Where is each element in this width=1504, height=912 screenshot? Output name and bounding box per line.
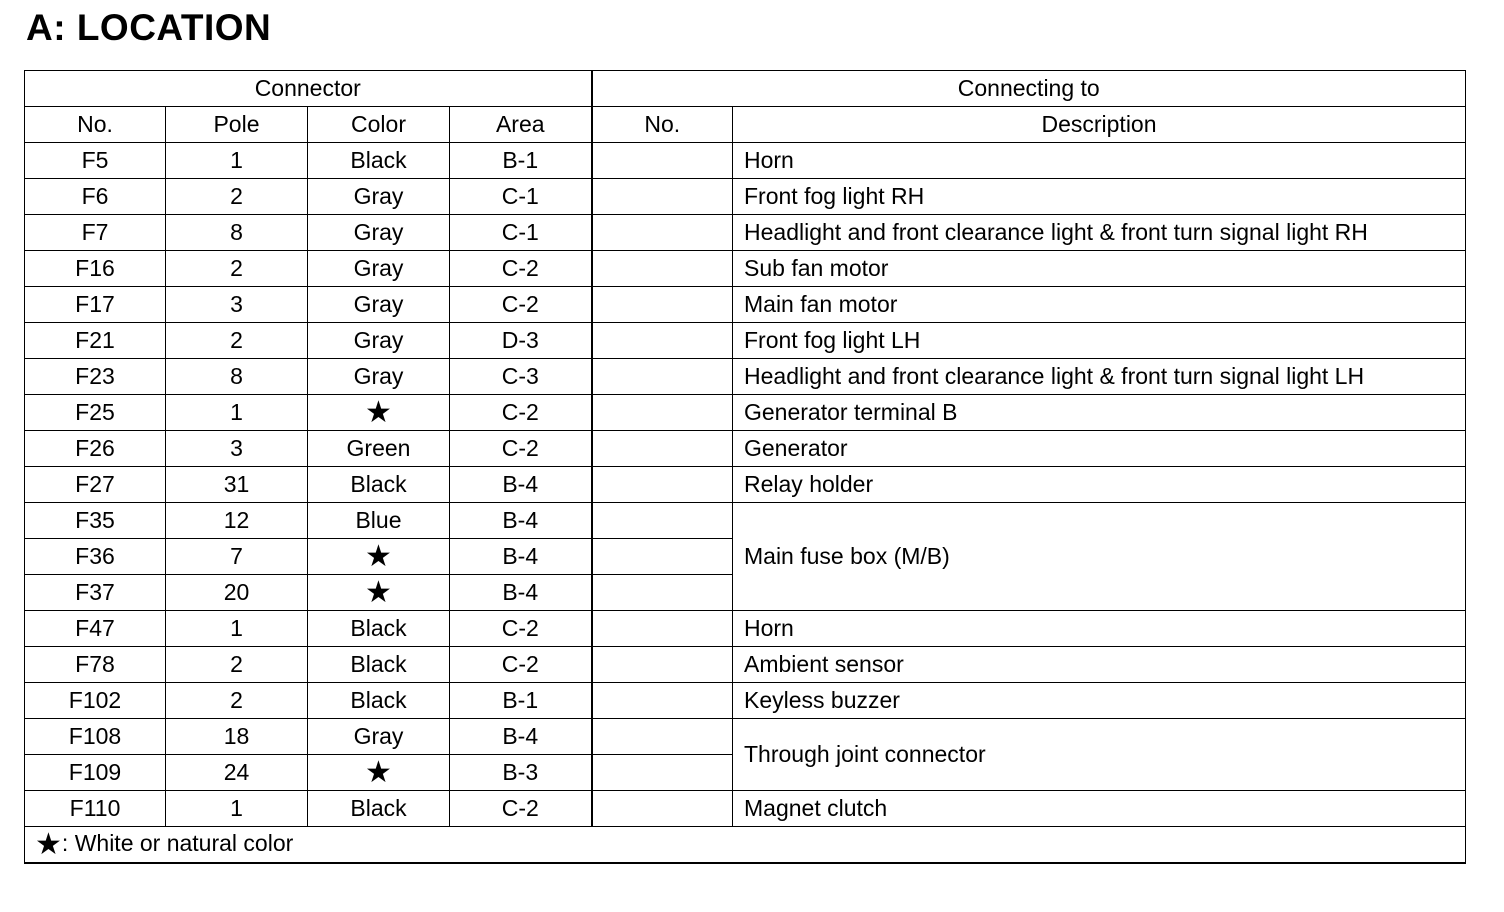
cell-pole: 31 (166, 467, 308, 503)
cell-color: Gray (308, 359, 450, 395)
cell-no: F37 (25, 575, 166, 611)
cell-conn-no (592, 143, 733, 179)
cell-description: Main fan motor (733, 287, 1466, 323)
column-header-row (25, 107, 1466, 143)
cell-color: Gray (308, 215, 450, 251)
star-icon: ★ (365, 395, 392, 429)
group-header-row (25, 71, 1466, 107)
cell-pole: 1 (166, 395, 308, 431)
cell-conn-no (592, 755, 733, 791)
cell-color: Gray (308, 323, 450, 359)
cell-pole: 8 (166, 215, 308, 251)
cell-pole: 2 (166, 251, 308, 287)
cell-conn-no (592, 323, 733, 359)
cell-no: F102 (25, 683, 166, 719)
cell-description: Sub fan motor (733, 251, 1466, 287)
cell-no: F26 (25, 431, 166, 467)
cell-conn-no (592, 215, 733, 251)
cell-no: F7 (25, 215, 166, 251)
star-icon: ★ (365, 575, 392, 609)
cell-color: Black (308, 683, 450, 719)
cell-area: C-1 (450, 215, 592, 251)
cell-description: Generator terminal B (733, 395, 1466, 431)
cell-area: C-2 (450, 791, 592, 827)
cell-no: F35 (25, 503, 166, 539)
cell-no: F109 (25, 755, 166, 791)
cell-color: Gray (308, 179, 450, 215)
footnote-row (25, 827, 1466, 864)
cell-color: Black (308, 143, 450, 179)
table-row (25, 467, 1466, 503)
cell-area: C-2 (450, 647, 592, 683)
cell-pole: 12 (166, 503, 308, 539)
cell-pole: 1 (166, 791, 308, 827)
cell-no: F17 (25, 287, 166, 323)
cell-conn-no (592, 431, 733, 467)
cell-no: F25 (25, 395, 166, 431)
cell-description: Horn (733, 143, 1466, 179)
table-row (25, 647, 1466, 683)
cell-no: F110 (25, 791, 166, 827)
table-row (25, 431, 1466, 467)
cell-description: Through joint connector (733, 719, 1466, 791)
cell-conn-no (592, 251, 733, 287)
cell-area: B-4 (450, 539, 592, 575)
cell-description: Front fog light RH (733, 179, 1466, 215)
cell-pole: 3 (166, 431, 308, 467)
cell-color (308, 755, 450, 791)
cell-conn-no (592, 575, 733, 611)
cell-pole: 1 (166, 611, 308, 647)
cell-color (308, 395, 450, 431)
cell-description: Keyless buzzer (733, 683, 1466, 719)
cell-conn-no (592, 395, 733, 431)
table-row (25, 251, 1466, 287)
cell-conn-no (592, 503, 733, 539)
col-header-color: Color (308, 107, 450, 143)
cell-area: B-4 (450, 719, 592, 755)
cell-color (308, 575, 450, 611)
cell-area: B-3 (450, 755, 592, 791)
table-row (25, 683, 1466, 719)
cell-area: B-4 (450, 467, 592, 503)
cell-description: Ambient sensor (733, 647, 1466, 683)
connecting-to-group-header: Connecting to (592, 71, 1466, 107)
cell-pole: 2 (166, 683, 308, 719)
footnote (25, 827, 1466, 864)
cell-color: Gray (308, 719, 450, 755)
cell-area: B-4 (450, 575, 592, 611)
cell-area: D-3 (450, 323, 592, 359)
col-header-area: Area (450, 107, 592, 143)
table-row (25, 179, 1466, 215)
table-row (25, 503, 1466, 539)
cell-pole: 1 (166, 143, 308, 179)
cell-pole: 7 (166, 539, 308, 575)
cell-pole: 20 (166, 575, 308, 611)
cell-conn-no (592, 539, 733, 575)
cell-color: Black (308, 791, 450, 827)
cell-conn-no (592, 647, 733, 683)
cell-area: C-2 (450, 395, 592, 431)
cell-color: Black (308, 467, 450, 503)
cell-description: Headlight and front clearance light & front turn signal light RH (733, 215, 1466, 251)
cell-color: Gray (308, 251, 450, 287)
table-row (25, 395, 1466, 431)
cell-pole: 3 (166, 287, 308, 323)
cell-no: F16 (25, 251, 166, 287)
cell-area: B-1 (450, 683, 592, 719)
cell-color: Green (308, 431, 450, 467)
cell-description: Magnet clutch (733, 791, 1466, 827)
table-row (25, 323, 1466, 359)
cell-color: Black (308, 647, 450, 683)
cell-area: B-1 (450, 143, 592, 179)
cell-area: C-2 (450, 611, 592, 647)
cell-no: F27 (25, 467, 166, 503)
table-row (25, 719, 1466, 755)
table-row (25, 359, 1466, 395)
cell-no: F36 (25, 539, 166, 575)
star-icon: ★ (365, 755, 392, 789)
cell-no: F108 (25, 719, 166, 755)
cell-area: C-1 (450, 179, 592, 215)
cell-color: Black (308, 611, 450, 647)
page-title: A: LOCATION (26, 7, 272, 48)
cell-description: Generator (733, 431, 1466, 467)
star-icon: ★ (35, 827, 62, 861)
cell-conn-no (592, 719, 733, 755)
cell-area: B-4 (450, 503, 592, 539)
col-header-conn-no: No. (592, 107, 733, 143)
cell-area: C-3 (450, 359, 592, 395)
table-row (25, 611, 1466, 647)
col-header-no: No. (25, 107, 166, 143)
location-table (24, 70, 1466, 864)
cell-description: Horn (733, 611, 1466, 647)
cell-conn-no (592, 467, 733, 503)
footnote-sep: : (61, 829, 75, 856)
cell-conn-no (592, 179, 733, 215)
cell-pole: 8 (166, 359, 308, 395)
table-row (25, 143, 1466, 179)
col-header-description: Description (733, 107, 1466, 143)
connector-group-header: Connector (25, 71, 592, 107)
cell-no: F78 (25, 647, 166, 683)
table-row (25, 791, 1466, 827)
cell-pole: 2 (166, 179, 308, 215)
cell-description: Main fuse box (M/B) (733, 503, 1466, 611)
cell-conn-no (592, 683, 733, 719)
cell-conn-no (592, 791, 733, 827)
cell-color: Gray (308, 287, 450, 323)
cell-no: F6 (25, 179, 166, 215)
table-row (25, 287, 1466, 323)
table-row (25, 215, 1466, 251)
cell-color: Blue (308, 503, 450, 539)
col-header-pole: Pole (166, 107, 308, 143)
cell-color (308, 539, 450, 575)
cell-pole: 2 (166, 323, 308, 359)
cell-no: F5 (25, 143, 166, 179)
cell-conn-no (592, 359, 733, 395)
cell-area: C-2 (450, 251, 592, 287)
cell-description: Relay holder (733, 467, 1466, 503)
cell-no: F47 (25, 611, 166, 647)
cell-pole: 18 (166, 719, 308, 755)
cell-conn-no (592, 287, 733, 323)
cell-no: F23 (25, 359, 166, 395)
table-body (25, 143, 1466, 827)
footnote-text: White or natural color (74, 829, 294, 856)
cell-pole: 2 (166, 647, 308, 683)
cell-area: C-2 (450, 287, 592, 323)
cell-description: Headlight and front clearance light & front turn signal light LH (733, 359, 1466, 395)
star-icon: ★ (365, 539, 392, 573)
cell-no: F21 (25, 323, 166, 359)
cell-description: Front fog light LH (733, 323, 1466, 359)
cell-area: C-2 (450, 431, 592, 467)
cell-pole: 24 (166, 755, 308, 791)
cell-conn-no (592, 611, 733, 647)
